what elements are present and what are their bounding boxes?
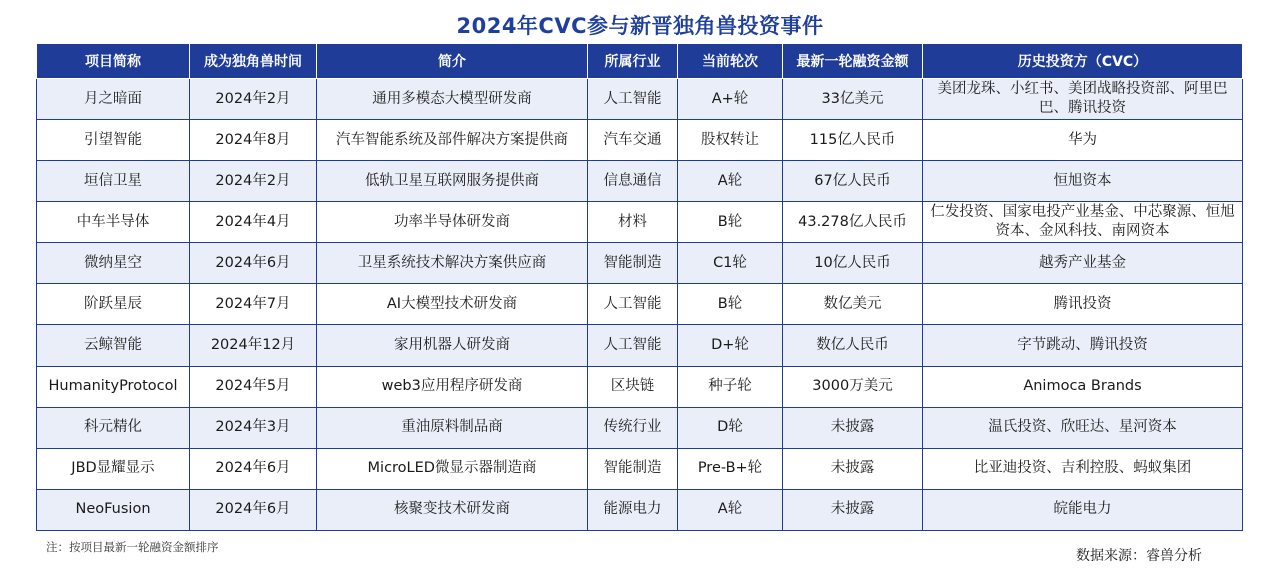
cell-project: JBD显耀显示 — [37, 448, 190, 489]
cell-intro: MicroLED微显示器制造商 — [317, 448, 588, 489]
header-amount: 最新一轮融资金额 — [783, 44, 923, 79]
cell-investors: 比亚迪投资、吉利控股、蚂蚁集团 — [923, 448, 1243, 489]
cell-round: B轮 — [678, 284, 783, 325]
cell-project: NeoFusion — [37, 489, 190, 530]
cell-project: 阶跃星辰 — [37, 284, 190, 325]
table-row — [37, 284, 1243, 325]
cell-investors: 华为 — [923, 120, 1243, 161]
cell-amount: 33亿美元 — [783, 79, 923, 120]
table-row — [37, 79, 1243, 120]
cell-amount: 未披露 — [783, 407, 923, 448]
table-row — [37, 243, 1243, 284]
cell-unicorn-date: 2024年2月 — [190, 161, 317, 202]
cell-investors: Animoca Brands — [923, 366, 1243, 407]
cell-intro: 汽车智能系统及部件解决方案提供商 — [317, 120, 588, 161]
table-row — [37, 120, 1243, 161]
cell-industry: 人工智能 — [588, 284, 678, 325]
cell-round: B轮 — [678, 202, 783, 243]
cell-round: Pre-B+轮 — [678, 448, 783, 489]
cell-intro: AI大模型技术研发商 — [317, 284, 588, 325]
cell-project: 微纳星空 — [37, 243, 190, 284]
cell-amount: 43.278亿人民币 — [783, 202, 923, 243]
data-source: 数据来源：睿兽分析 — [1076, 548, 1202, 564]
cell-unicorn-date: 2024年5月 — [190, 366, 317, 407]
table-row — [37, 202, 1243, 243]
cell-unicorn-date: 2024年3月 — [190, 407, 317, 448]
header-intro: 简介 — [317, 44, 588, 79]
cell-industry: 区块链 — [588, 366, 678, 407]
cell-round: 股权转让 — [678, 120, 783, 161]
page-title: 2024年CVC参与新晋独角兽投资事件 — [456, 14, 824, 38]
cell-industry: 汽车交通 — [588, 120, 678, 161]
cell-unicorn-date: 2024年6月 — [190, 489, 317, 530]
cell-amount: 10亿人民币 — [783, 243, 923, 284]
header-industry: 所属行业 — [588, 44, 678, 79]
table-header-row — [37, 44, 1243, 79]
header-unicorn-date: 成为独角兽时间 — [190, 44, 317, 79]
table-row — [37, 407, 1243, 448]
cell-project: 引望智能 — [37, 120, 190, 161]
cell-amount: 数亿美元 — [783, 284, 923, 325]
cvc-unicorn-table — [36, 43, 1243, 531]
cell-round: A轮 — [678, 489, 783, 530]
cell-amount: 3000万美元 — [783, 366, 923, 407]
cell-amount: 未披露 — [783, 489, 923, 530]
cell-project: 月之暗面 — [37, 79, 190, 120]
cell-unicorn-date: 2024年7月 — [190, 284, 317, 325]
cell-industry: 传统行业 — [588, 407, 678, 448]
cell-investors: 字节跳动、腾讯投资 — [923, 325, 1243, 366]
cell-investors: 温氏投资、欣旺达、星河资本 — [923, 407, 1243, 448]
cell-round: A轮 — [678, 161, 783, 202]
cell-investors: 越秀产业基金 — [923, 243, 1243, 284]
cell-amount: 67亿人民币 — [783, 161, 923, 202]
cell-industry: 智能制造 — [588, 243, 678, 284]
footnote: 注：按项目最新一轮融资金额排序 — [46, 540, 219, 554]
cell-intro: 低轨卫星互联网服务提供商 — [317, 161, 588, 202]
cell-project: HumanityProtocol — [37, 366, 190, 407]
cell-unicorn-date: 2024年4月 — [190, 202, 317, 243]
cell-round: D轮 — [678, 407, 783, 448]
table-row — [37, 161, 1243, 202]
cell-industry: 人工智能 — [588, 79, 678, 120]
cell-project: 中车半导体 — [37, 202, 190, 243]
table-row — [37, 325, 1243, 366]
cell-unicorn-date: 2024年2月 — [190, 79, 317, 120]
cell-round: D+轮 — [678, 325, 783, 366]
cell-intro: web3应用程序研发商 — [317, 366, 588, 407]
cell-intro: 家用机器人研发商 — [317, 325, 588, 366]
cell-round: 种子轮 — [678, 366, 783, 407]
cell-investors: 仁发投资、国家电投产业基金、中芯聚源、恒旭资本、金风科技、南网资本 — [923, 202, 1243, 243]
cell-industry: 智能制造 — [588, 448, 678, 489]
cell-round: C1轮 — [678, 243, 783, 284]
cell-intro: 功率半导体研发商 — [317, 202, 588, 243]
table-row — [37, 366, 1243, 407]
cell-intro: 通用多模态大模型研发商 — [317, 79, 588, 120]
cell-investors: 皖能电力 — [923, 489, 1243, 530]
cell-unicorn-date: 2024年12月 — [190, 325, 317, 366]
table-row — [37, 489, 1243, 530]
header-round: 当前轮次 — [678, 44, 783, 79]
cell-project: 云鲸智能 — [37, 325, 190, 366]
header-project: 项目简称 — [37, 44, 190, 79]
cell-intro: 核聚变技术研发商 — [317, 489, 588, 530]
cell-round: A+轮 — [678, 79, 783, 120]
cell-amount: 115亿人民币 — [783, 120, 923, 161]
cell-amount: 数亿人民币 — [783, 325, 923, 366]
cell-unicorn-date: 2024年6月 — [190, 448, 317, 489]
cell-industry: 材料 — [588, 202, 678, 243]
cell-unicorn-date: 2024年6月 — [190, 243, 317, 284]
cell-unicorn-date: 2024年8月 — [190, 120, 317, 161]
cell-investors: 美团龙珠、小红书、美团战略投资部、阿里巴巴、腾讯投资 — [923, 79, 1243, 120]
cell-industry: 信息通信 — [588, 161, 678, 202]
cell-intro: 重油原料制品商 — [317, 407, 588, 448]
cell-project: 科元精化 — [37, 407, 190, 448]
cell-industry: 能源电力 — [588, 489, 678, 530]
header-investors: 历史投资方（CVC） — [923, 44, 1243, 79]
cell-investors: 腾讯投资 — [923, 284, 1243, 325]
cell-investors: 恒旭资本 — [923, 161, 1243, 202]
cell-amount: 未披露 — [783, 448, 923, 489]
cell-industry: 人工智能 — [588, 325, 678, 366]
cell-intro: 卫星系统技术解决方案供应商 — [317, 243, 588, 284]
cell-project: 垣信卫星 — [37, 161, 190, 202]
table-row — [37, 448, 1243, 489]
